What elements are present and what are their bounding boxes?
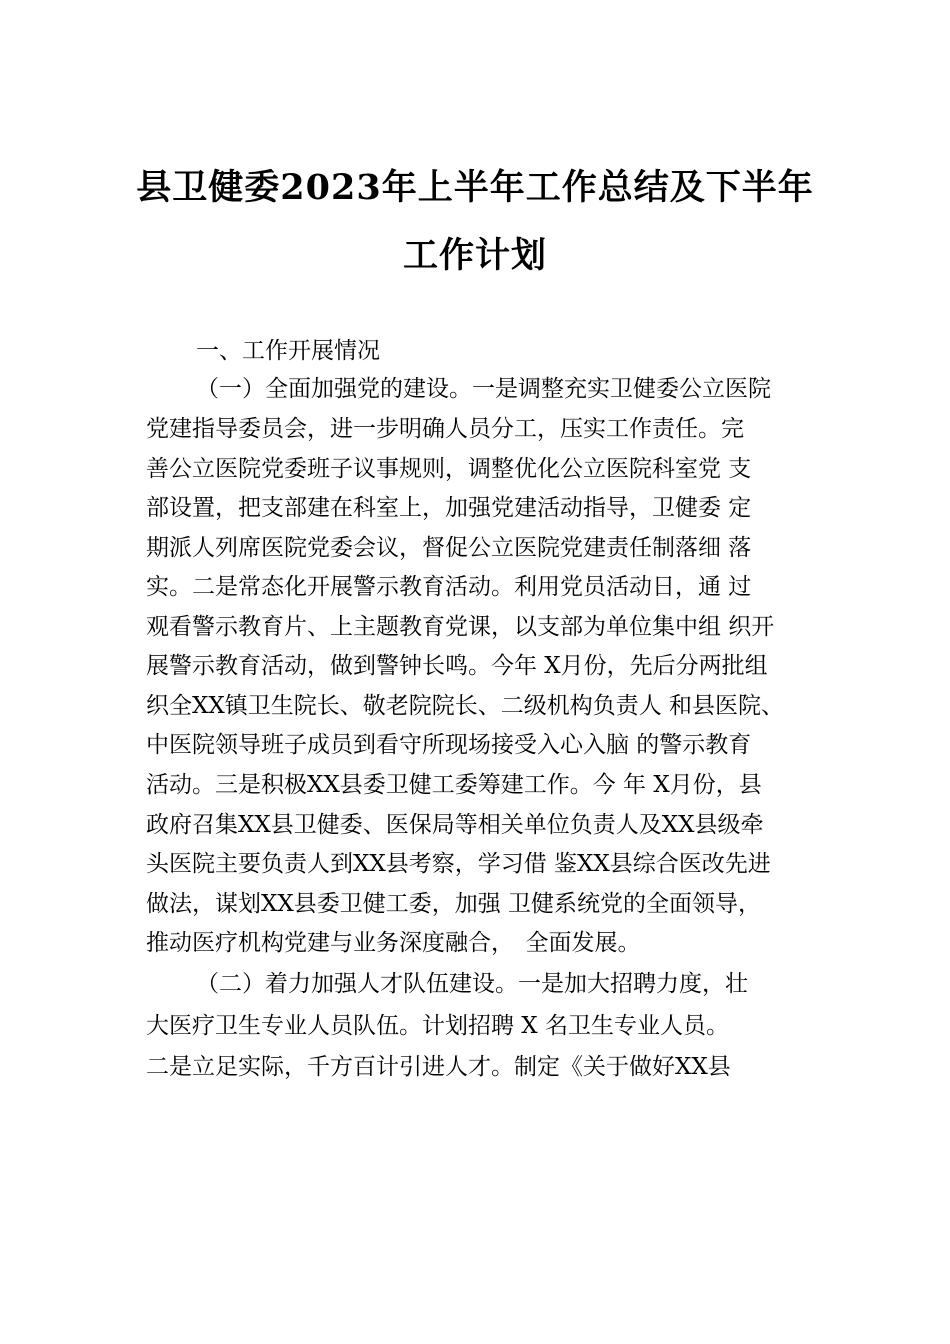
paragraph-line: 党建指导委员会，进一步明确人员分工，压实工作责任。完	[146, 416, 744, 442]
paragraph-line: 部设置，把支部建在科室上，加强党建活动指导，卫健委 定	[146, 495, 752, 521]
paragraph-line: 二是立足实际，千方百计引进人才。制定《关于做好XX县	[146, 1054, 731, 1080]
paragraph-line: 中医院领导班子成员到看守所现场接受入心入脑 的警示教育	[146, 732, 752, 758]
paragraph-line: 政府召集XX县卫健委、医保局等相关单位负责人及XX县级牵	[146, 812, 764, 838]
paragraph-line: 织全XX镇卫生院长、敬老院院长、二级机构负责人 和县医院、	[146, 693, 785, 719]
paragraph-line: 实。二是常态化开展警示教育活动。利用党员活动日，通 过	[146, 574, 752, 600]
section-heading: 一、工作开展情况	[196, 338, 380, 364]
paragraph-line: 做法，谋划XX县委卫健工委，加强 卫健系统党的全面领导，	[146, 891, 762, 917]
paragraph-line: （一）全面加强党的建设。一是调整充实卫健委公立医院	[196, 376, 771, 402]
document-title-line-1: 县卫健委2023年上半年工作总结及下半年	[136, 167, 814, 208]
paragraph-line: 大医疗卫生专业人员队伍。计划招聘 X 名卫生专业人员。	[146, 1013, 729, 1039]
paragraph-line: 活动。三是积极XX县委卫健工委筹建工作。今 年 X月份，县	[146, 772, 762, 798]
paragraph-line: 头医院主要负责人到XX县考察，学习借 鉴XX县综合医改先进	[146, 851, 771, 877]
paragraph-line: 期派人列席医院党委会议，督促公立医院党建责任制落细 落	[146, 535, 752, 561]
paragraph-line: 善公立医院党委班子议事规则，调整优化公立医院科室党 支	[146, 456, 752, 482]
document-title-line-2: 工作计划	[402, 235, 547, 276]
paragraph-line: 展警示教育活动，做到警钟长鸣。今年 X月份，先后分两批组	[146, 653, 768, 679]
paragraph-line: （二）着力加强人才队伍建设。一是加大招聘力度，壮	[196, 971, 748, 997]
paragraph-line: 观看警示教育片、上主题教育党课，以支部为单位集中组 织开	[146, 614, 775, 640]
paragraph-line: 推动医疗机构党建与业务深度融合， 全面发展。	[146, 930, 641, 956]
